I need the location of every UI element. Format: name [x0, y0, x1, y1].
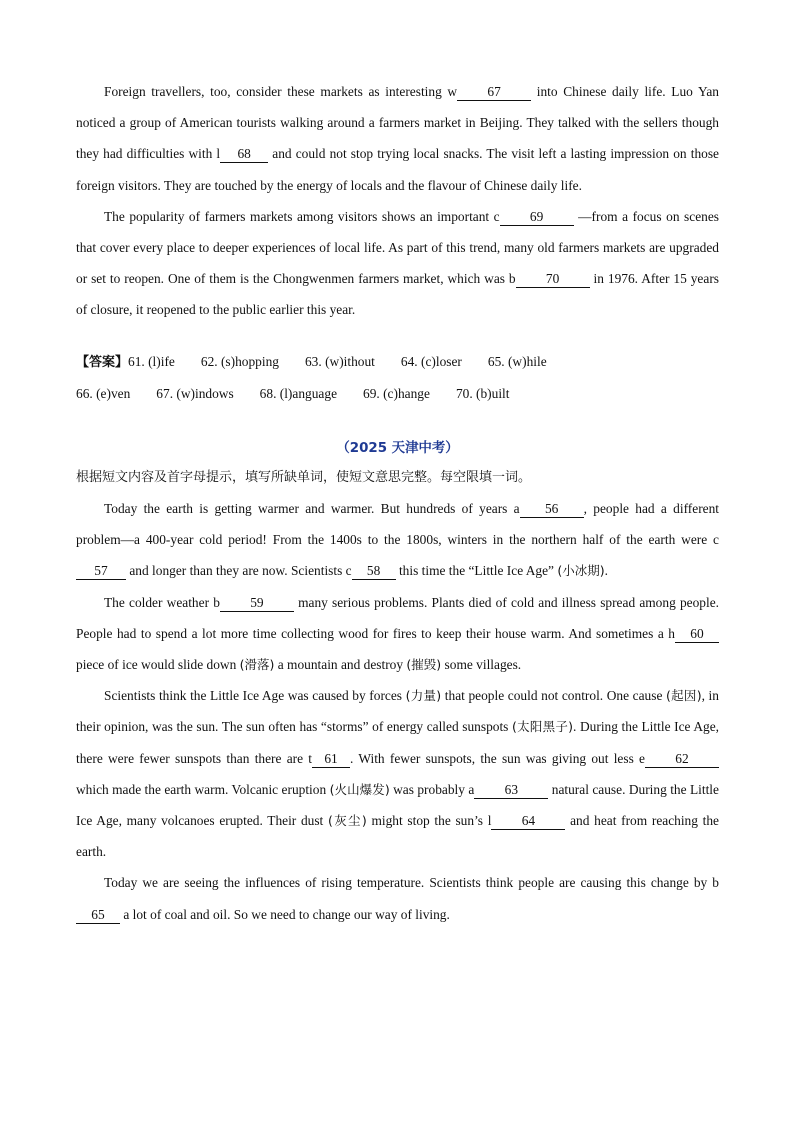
passage-b-paragraph-3: [76, 680, 719, 867]
text-run: The popularity of farmers markets among visitors shows an important c: [104, 208, 500, 224]
text-run: . During the Little Ice Age, there were fewer sunspots than there are t: [76, 719, 719, 766]
chinese-gloss: (灰尘): [327, 813, 367, 829]
text-run: into Chinese daily life. Luo Yan noticed a group of American tourists walking around a farmers market in Beijing. They talked with the sellers though they had difficulties with l: [76, 84, 719, 162]
text-run: a lot of coal and oil. So we need to change our way of living.: [120, 906, 450, 922]
text-run: was probably a: [389, 781, 475, 797]
text-run: Scientists think the Little Ice Age was caused by forces: [104, 688, 406, 704]
text-run: a mountain and destroy: [274, 657, 407, 673]
text-run: Today the earth is getting warmer and warmer. But hundreds of years a: [104, 501, 520, 517]
text-run: some villages.: [441, 657, 522, 673]
answer-item: 70. (b)uilt: [455, 385, 510, 401]
text-run: Foreign travellers, too, consider these markets as interesting w: [104, 84, 458, 99]
text-run: and longer than they are now. Scientists c: [126, 563, 352, 579]
blank-67[interactable]: 67: [457, 84, 531, 101]
answer-row-2: [76, 378, 719, 409]
blank-65[interactable]: 65: [76, 907, 120, 924]
answer-label: 【答案】: [76, 354, 129, 370]
answer-item: 61. (l)ife: [128, 353, 175, 369]
chinese-gloss: (太阳黑子): [512, 719, 574, 735]
section-title: （2025 天津中考）: [336, 441, 459, 457]
text-run: , in their opinion, was the sun. The sun often has “storms” of energy called sunspots: [76, 688, 719, 735]
answer-key: [76, 346, 719, 409]
blank-68[interactable]: 68: [220, 146, 268, 163]
chinese-gloss: (滑落): [239, 657, 275, 673]
text-run: , people had a different problem—a 400-year cold period! From the 1400s to the 1800s, winters in the northern half of the earth were c: [76, 501, 720, 548]
blank-60[interactable]: 60: [675, 626, 719, 643]
answer-item: 64. (c)loser: [400, 353, 462, 369]
passage-b-paragraph-2: [76, 587, 719, 681]
answer-row-1: [76, 346, 719, 378]
blank-64[interactable]: 64: [491, 813, 565, 830]
text-run: .: [604, 563, 608, 579]
blank-59[interactable]: 59: [220, 595, 294, 612]
passage-b-paragraph-4: [76, 867, 719, 929]
text-run: —from a focus on scenes that cover every place to deeper experiences of local life. As part of this trend, many old farmers markets are upgraded or set to reopen. One of them is the Chongwenmen farmers market, which was b: [76, 208, 719, 287]
chinese-gloss: (摧毁): [406, 657, 442, 673]
text-run: and heat from reaching the earth.: [76, 813, 719, 860]
answer-item: 68. (l)anguage: [259, 385, 338, 401]
blank-58[interactable]: 58: [352, 563, 396, 580]
text-run: in 1976. After 15 years of closure, it reopened to the public earlier this year.: [76, 271, 719, 318]
answer-item: 62. (s)hopping: [200, 353, 279, 369]
text-run: this time the “Little Ice Age”: [395, 563, 558, 579]
blank-69[interactable]: 69: [500, 209, 574, 226]
answer-item: 66. (e)ven: [76, 385, 131, 401]
answer-item: 69. (c)hange: [363, 385, 430, 401]
text-run: that people could not control. One cause: [441, 688, 667, 704]
chinese-gloss: (小冰期): [557, 563, 605, 579]
text-run: The colder weather b: [104, 594, 220, 610]
text-run: many serious problems. Plants died of cold and illness spread among people. People had to spend a lot more time collecting wood for fires to keep their house warm. And sometimes a h: [76, 594, 719, 641]
chinese-gloss: (火山爆发): [329, 781, 390, 797]
blank-56[interactable]: 56: [520, 501, 584, 518]
chinese-gloss: (力量): [405, 688, 442, 704]
blank-57[interactable]: 57: [76, 563, 126, 580]
document-page: [76, 76, 719, 930]
text-run: which made the earth warm. Volcanic eruption: [76, 781, 330, 797]
answer-item: 65. (w)hile: [487, 353, 547, 369]
section-instruction: 根据短文内容及首字母提示，填写所缺单词，使短文意思完整。每空限填一词。: [76, 470, 532, 486]
chinese-gloss: (起因): [666, 688, 702, 704]
passage-a-paragraph-2: [76, 201, 719, 326]
text-run: piece of ice would slide down: [76, 657, 240, 673]
text-run: . With fewer sunspots, the sun was giving out less e: [350, 750, 645, 766]
passage-a-paragraph-1: [76, 76, 719, 201]
answer-item: 67. (w)indows: [156, 385, 234, 401]
blank-62[interactable]: 62: [645, 751, 719, 768]
answer-item: 63. (w)ithout: [304, 353, 375, 369]
passage-b-paragraph-1: [76, 493, 719, 587]
text-run: natural cause. During the Little Ice Age, many volcanoes erupted. Their dust: [76, 781, 719, 829]
blank-70[interactable]: 70: [516, 271, 590, 288]
text-run: Today we are seeing the influences of rising temperature. Scientists think people are causing this change by b: [104, 875, 719, 891]
text-run: and could not stop trying local snacks. The visit left a lasting impression on those foreign visitors. They are touched by the energy of locals and the flavour of Chinese daily life.: [76, 146, 719, 193]
text-run: might stop the sun’s l: [366, 813, 492, 829]
blank-63[interactable]: 63: [474, 782, 548, 799]
blank-61[interactable]: 61: [312, 751, 350, 768]
